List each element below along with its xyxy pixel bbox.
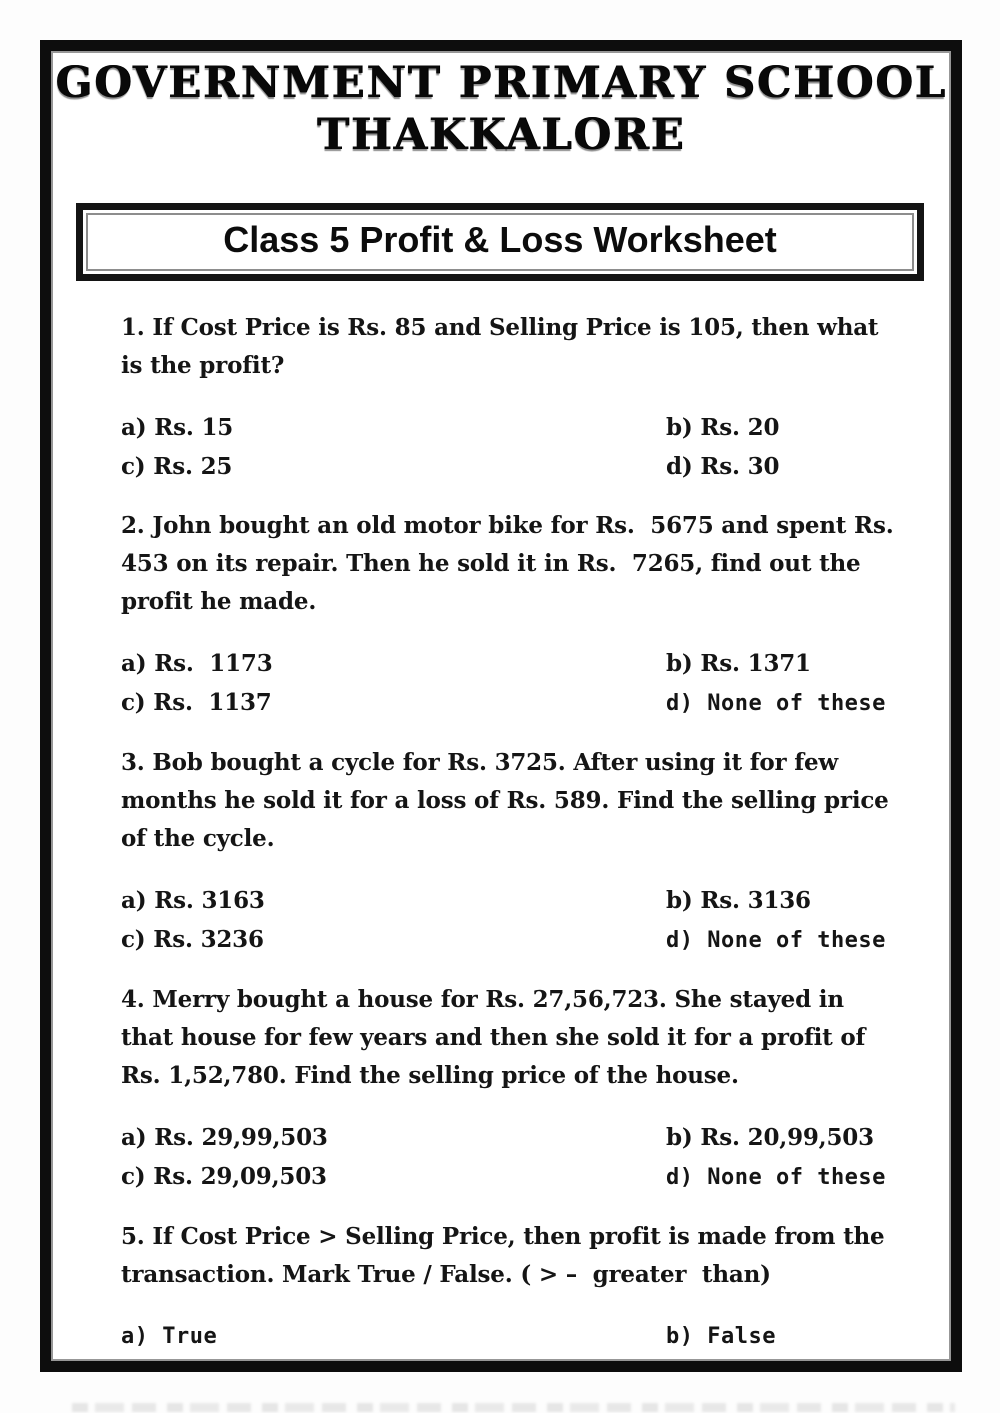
q2-option-d[interactable]: d) None of these [666, 691, 886, 716]
question-3-options-row-2 [121, 923, 901, 958]
question-2-options-row-2 [121, 686, 901, 721]
q3-option-b[interactable]: b) Rs. 3136 [666, 887, 811, 914]
question-2 [121, 507, 901, 721]
q5-option-a[interactable]: a) True [121, 1324, 218, 1349]
question-1-options-row-2 [121, 450, 901, 484]
question-5 [121, 1218, 901, 1354]
q3-option-c[interactable]: c) Rs. 3236 [121, 926, 264, 953]
question-3 [121, 744, 901, 958]
next-page-cutoff-text [72, 1403, 955, 1412]
q1-option-d[interactable]: d) Rs. 30 [666, 453, 780, 480]
q3-option-d[interactable]: d) None of these [666, 928, 886, 953]
question-1 [121, 309, 901, 484]
q5-option-b[interactable]: b) False [666, 1324, 776, 1349]
question-4-options-row-2 [121, 1160, 901, 1195]
question-5-text: 5. If Cost Price > Selling Price, then profit is made from the transaction. Mark True / False. ( > – greater than) [121, 1223, 893, 1288]
school-name-line1: GOVERNMENT PRIMARY SCHOOL [55, 58, 947, 108]
q2-option-c[interactable]: c) Rs. 1137 [121, 689, 272, 716]
question-1-options-row-1 [121, 411, 901, 445]
q1-option-a[interactable]: a) Rs. 15 [121, 414, 234, 441]
question-4-text: 4. Merry bought a house for Rs. 27,56,723. She stayed in that house for few years and then she sold it for a profit of Rs. 1,52,780. Find the selling price of the house. [121, 986, 874, 1089]
page-border-frame [40, 40, 962, 1372]
worksheet-title: Class 5 Profit & Loss Worksheet [86, 213, 914, 271]
q4-option-d[interactable]: d) None of these [666, 1165, 886, 1190]
school-name-line2: THAKKALORE [316, 110, 686, 160]
question-2-options-row-1 [121, 647, 901, 681]
q3-option-a[interactable]: a) Rs. 3163 [121, 887, 265, 914]
q1-option-c[interactable]: c) Rs. 25 [121, 453, 233, 480]
q4-option-c[interactable]: c) Rs. 29,09,503 [121, 1163, 327, 1190]
page [51, 51, 951, 1361]
question-4-options-row-1 [121, 1121, 901, 1155]
question-4 [121, 981, 901, 1195]
worksheet-title-box [76, 203, 924, 281]
q2-option-b[interactable]: b) Rs. 1371 [666, 650, 811, 677]
questions-area [53, 281, 949, 1354]
question-3-options-row-1 [121, 884, 901, 918]
q1-option-b[interactable]: b) Rs. 20 [666, 414, 780, 441]
question-2-text: 2. John bought an old motor bike for Rs. 5675 and spent Rs. 453 on its repair. Then he sold it in Rs. 7265, find out the profit he made. [121, 512, 902, 615]
q4-option-b[interactable]: b) Rs. 20,99,503 [666, 1124, 874, 1151]
question-5-options-row-1 [121, 1320, 901, 1354]
q4-option-a[interactable]: a) Rs. 29,99,503 [121, 1124, 328, 1151]
q2-option-a[interactable]: a) Rs. 1173 [121, 650, 273, 677]
question-3-text: 3. Bob bought a cycle for Rs. 3725. After using it for few months he sold it for a loss of Rs. 589. Find the selling price of the cycle. [121, 749, 897, 852]
question-1-text: 1. If Cost Price is Rs. 85 and Selling Price is 105, then what is the profit? [121, 314, 887, 379]
